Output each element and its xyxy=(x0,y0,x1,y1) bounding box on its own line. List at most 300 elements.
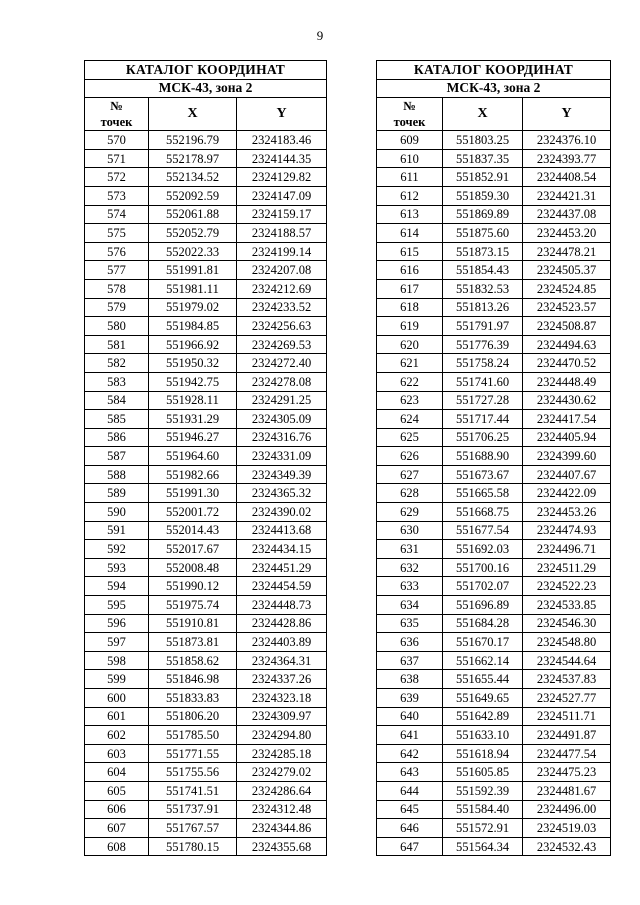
x-coordinate-cell: 551942.75 xyxy=(149,372,237,391)
point-number-symbol: № xyxy=(110,99,123,114)
x-coordinate-cell: 552061.88 xyxy=(149,205,237,224)
table-row xyxy=(377,186,611,205)
y-coordinate-cell: 2324523.57 xyxy=(523,298,611,317)
y-coordinate-cell: 2324451.29 xyxy=(237,558,327,577)
y-coordinate-cell: 2324505.37 xyxy=(523,261,611,280)
y-coordinate-cell: 2324544.64 xyxy=(523,651,611,670)
y-coordinate-cell: 2324434.15 xyxy=(237,540,327,559)
point-number-cell: 632 xyxy=(377,558,443,577)
y-coordinate-cell: 2324337.26 xyxy=(237,670,327,689)
y-coordinate-cell: 2324207.08 xyxy=(237,261,327,280)
column-header-x: X xyxy=(149,98,237,131)
x-coordinate-cell: 551964.60 xyxy=(149,447,237,466)
x-coordinate-cell: 551737.91 xyxy=(149,800,237,819)
table-row xyxy=(377,540,611,559)
point-number-cell: 580 xyxy=(85,317,149,336)
x-coordinate-cell: 551692.03 xyxy=(443,540,523,559)
y-coordinate-cell: 2324144.35 xyxy=(237,149,327,168)
table-row xyxy=(377,800,611,819)
x-coordinate-cell: 551846.98 xyxy=(149,670,237,689)
point-number-cell: 598 xyxy=(85,651,149,670)
point-number-cell: 579 xyxy=(85,298,149,317)
x-coordinate-cell: 551649.65 xyxy=(443,689,523,708)
x-coordinate-cell: 551785.50 xyxy=(149,726,237,745)
x-coordinate-cell: 551813.26 xyxy=(443,298,523,317)
x-coordinate-cell: 551688.90 xyxy=(443,447,523,466)
table-row xyxy=(85,261,327,280)
x-coordinate-cell: 551767.57 xyxy=(149,819,237,838)
y-coordinate-cell: 2324519.03 xyxy=(523,819,611,838)
table-row xyxy=(377,205,611,224)
table-row xyxy=(85,131,327,150)
point-number-cell: 586 xyxy=(85,428,149,447)
x-coordinate-cell: 551677.54 xyxy=(443,521,523,540)
x-coordinate-cell: 551806.20 xyxy=(149,707,237,726)
point-number-cell: 584 xyxy=(85,391,149,410)
x-coordinate-cell: 551696.89 xyxy=(443,596,523,615)
y-coordinate-cell: 2324491.87 xyxy=(523,726,611,745)
x-coordinate-cell: 551706.25 xyxy=(443,428,523,447)
point-number-cell: 605 xyxy=(85,781,149,800)
table-row xyxy=(377,614,611,633)
x-coordinate-cell: 551859.30 xyxy=(443,186,523,205)
y-coordinate-cell: 2324393.77 xyxy=(523,149,611,168)
point-number-cell: 589 xyxy=(85,484,149,503)
x-coordinate-cell: 551665.58 xyxy=(443,484,523,503)
point-number-symbol: № xyxy=(403,99,416,114)
table-row xyxy=(85,689,327,708)
x-coordinate-cell: 551928.11 xyxy=(149,391,237,410)
point-number-cell: 583 xyxy=(85,372,149,391)
x-coordinate-cell: 551991.81 xyxy=(149,261,237,280)
x-coordinate-cell: 551670.17 xyxy=(443,633,523,652)
y-coordinate-cell: 2324147.09 xyxy=(237,186,327,205)
point-number-cell: 574 xyxy=(85,205,149,224)
y-coordinate-cell: 2324508.87 xyxy=(523,317,611,336)
point-number-cell: 635 xyxy=(377,614,443,633)
column-header-x: X xyxy=(443,98,523,131)
x-coordinate-cell: 551910.81 xyxy=(149,614,237,633)
point-number-cell: 637 xyxy=(377,651,443,670)
y-coordinate-cell: 2324407.67 xyxy=(523,465,611,484)
point-number-cell: 639 xyxy=(377,689,443,708)
x-coordinate-cell: 551700.16 xyxy=(443,558,523,577)
y-coordinate-cell: 2324533.85 xyxy=(523,596,611,615)
x-coordinate-cell: 551791.97 xyxy=(443,317,523,336)
x-coordinate-cell: 551833.83 xyxy=(149,689,237,708)
point-number-cell: 590 xyxy=(85,503,149,522)
y-coordinate-cell: 2324511.29 xyxy=(523,558,611,577)
point-number-cell: 621 xyxy=(377,354,443,373)
x-coordinate-cell: 551702.07 xyxy=(443,577,523,596)
table-row xyxy=(85,428,327,447)
point-number-cell: 640 xyxy=(377,707,443,726)
point-number-cell: 630 xyxy=(377,521,443,540)
point-number-cell: 629 xyxy=(377,503,443,522)
table-row xyxy=(377,577,611,596)
table-row xyxy=(85,205,327,224)
x-coordinate-cell: 552134.52 xyxy=(149,168,237,187)
x-coordinate-cell: 551662.14 xyxy=(443,651,523,670)
table-row xyxy=(377,335,611,354)
x-coordinate-cell: 552196.79 xyxy=(149,131,237,150)
y-coordinate-cell: 2324421.31 xyxy=(523,186,611,205)
y-coordinate-cell: 2324323.18 xyxy=(237,689,327,708)
point-number-cell: 575 xyxy=(85,224,149,243)
table-row xyxy=(85,484,327,503)
y-coordinate-cell: 2324537.83 xyxy=(523,670,611,689)
table-row xyxy=(85,707,327,726)
point-number-cell: 622 xyxy=(377,372,443,391)
y-coordinate-cell: 2324522.23 xyxy=(523,577,611,596)
y-coordinate-cell: 2324331.09 xyxy=(237,447,327,466)
x-coordinate-cell: 552008.48 xyxy=(149,558,237,577)
y-coordinate-cell: 2324279.02 xyxy=(237,763,327,782)
table-row xyxy=(377,410,611,429)
point-number-cell: 602 xyxy=(85,726,149,745)
table-row xyxy=(377,670,611,689)
point-number-cell: 582 xyxy=(85,354,149,373)
x-coordinate-cell: 551605.85 xyxy=(443,763,523,782)
point-number-cell: 641 xyxy=(377,726,443,745)
x-coordinate-cell: 551950.32 xyxy=(149,354,237,373)
y-coordinate-cell: 2324405.94 xyxy=(523,428,611,447)
point-number-cell: 634 xyxy=(377,596,443,615)
table-row xyxy=(377,726,611,745)
x-coordinate-cell: 551673.67 xyxy=(443,465,523,484)
point-number-cell: 606 xyxy=(85,800,149,819)
table-row xyxy=(85,521,327,540)
x-coordinate-cell: 551618.94 xyxy=(443,744,523,763)
y-coordinate-cell: 2324413.68 xyxy=(237,521,327,540)
x-coordinate-cell: 552017.67 xyxy=(149,540,237,559)
point-number-cell: 599 xyxy=(85,670,149,689)
coordinate-catalog-table-right xyxy=(376,60,611,856)
table-row xyxy=(85,465,327,484)
table-row xyxy=(377,428,611,447)
x-coordinate-cell: 551776.39 xyxy=(443,335,523,354)
point-number-cell: 643 xyxy=(377,763,443,782)
x-coordinate-cell: 551684.28 xyxy=(443,614,523,633)
point-number-cell: 628 xyxy=(377,484,443,503)
point-number-cell: 572 xyxy=(85,168,149,187)
y-coordinate-cell: 2324399.60 xyxy=(523,447,611,466)
y-coordinate-cell: 2324376.10 xyxy=(523,131,611,150)
x-coordinate-cell: 551873.15 xyxy=(443,242,523,261)
table-row xyxy=(377,837,611,856)
y-coordinate-cell: 2324437.08 xyxy=(523,205,611,224)
y-coordinate-cell: 2324199.14 xyxy=(237,242,327,261)
y-coordinate-cell: 2324286.64 xyxy=(237,781,327,800)
x-coordinate-cell: 551755.56 xyxy=(149,763,237,782)
y-coordinate-cell: 2324417.54 xyxy=(523,410,611,429)
y-coordinate-cell: 2324453.26 xyxy=(523,503,611,522)
point-number-cell: 613 xyxy=(377,205,443,224)
point-number-cell: 614 xyxy=(377,224,443,243)
y-coordinate-cell: 2324349.39 xyxy=(237,465,327,484)
table-row xyxy=(85,224,327,243)
table-row xyxy=(85,614,327,633)
y-coordinate-cell: 2324212.69 xyxy=(237,279,327,298)
point-number-cell: 623 xyxy=(377,391,443,410)
table-row xyxy=(377,689,611,708)
y-coordinate-cell: 2324524.85 xyxy=(523,279,611,298)
point-number-cell: 578 xyxy=(85,279,149,298)
table-row xyxy=(85,670,327,689)
y-coordinate-cell: 2324448.73 xyxy=(237,596,327,615)
table-row xyxy=(85,317,327,336)
table-row xyxy=(377,503,611,522)
table-row xyxy=(377,744,611,763)
y-coordinate-cell: 2324269.53 xyxy=(237,335,327,354)
table-row xyxy=(85,819,327,838)
table-row xyxy=(85,354,327,373)
x-coordinate-cell: 551741.51 xyxy=(149,781,237,800)
y-coordinate-cell: 2324546.30 xyxy=(523,614,611,633)
table-row xyxy=(85,503,327,522)
point-number-cell: 596 xyxy=(85,614,149,633)
point-number-cell: 611 xyxy=(377,168,443,187)
point-number-cell: 608 xyxy=(85,837,149,856)
y-coordinate-cell: 2324278.08 xyxy=(237,372,327,391)
x-coordinate-cell: 551832.53 xyxy=(443,279,523,298)
table-row xyxy=(85,410,327,429)
table-row xyxy=(377,633,611,652)
y-coordinate-cell: 2324256.63 xyxy=(237,317,327,336)
table-row xyxy=(377,484,611,503)
x-coordinate-cell: 551803.25 xyxy=(443,131,523,150)
point-number-cell: 571 xyxy=(85,149,149,168)
y-coordinate-cell: 2324422.09 xyxy=(523,484,611,503)
table-row xyxy=(85,242,327,261)
table-row xyxy=(85,335,327,354)
table-row xyxy=(85,391,327,410)
table-row xyxy=(85,372,327,391)
table-row xyxy=(377,558,611,577)
x-coordinate-cell: 551991.30 xyxy=(149,484,237,503)
table-row xyxy=(377,224,611,243)
x-coordinate-cell: 552092.59 xyxy=(149,186,237,205)
y-coordinate-cell: 2324188.57 xyxy=(237,224,327,243)
point-number-cell: 627 xyxy=(377,465,443,484)
table-row xyxy=(377,521,611,540)
page-number: 9 xyxy=(316,28,324,43)
point-number-cell: 625 xyxy=(377,428,443,447)
y-coordinate-cell: 2324475.23 xyxy=(523,763,611,782)
y-coordinate-cell: 2324129.82 xyxy=(237,168,327,187)
table-row xyxy=(377,707,611,726)
x-coordinate-cell: 552001.72 xyxy=(149,503,237,522)
table-row xyxy=(85,651,327,670)
y-coordinate-cell: 2324344.86 xyxy=(237,819,327,838)
x-coordinate-cell: 551854.43 xyxy=(443,261,523,280)
point-number-cell: 601 xyxy=(85,707,149,726)
y-coordinate-cell: 2324454.59 xyxy=(237,577,327,596)
point-number-cell: 624 xyxy=(377,410,443,429)
table-row xyxy=(85,837,327,856)
y-coordinate-cell: 2324285.18 xyxy=(237,744,327,763)
table-row xyxy=(377,651,611,670)
y-coordinate-cell: 2324408.54 xyxy=(523,168,611,187)
y-coordinate-cell: 2324511.71 xyxy=(523,707,611,726)
point-number-cell: 573 xyxy=(85,186,149,205)
point-number-cell: 618 xyxy=(377,298,443,317)
table-row xyxy=(377,596,611,615)
x-coordinate-cell: 551873.81 xyxy=(149,633,237,652)
x-coordinate-cell: 551564.34 xyxy=(443,837,523,856)
y-coordinate-cell: 2324474.93 xyxy=(523,521,611,540)
x-coordinate-cell: 551975.74 xyxy=(149,596,237,615)
x-coordinate-cell: 551981.11 xyxy=(149,279,237,298)
table-row xyxy=(85,781,327,800)
x-coordinate-cell: 551982.66 xyxy=(149,465,237,484)
x-coordinate-cell: 551837.35 xyxy=(443,149,523,168)
y-coordinate-cell: 2324477.54 xyxy=(523,744,611,763)
x-coordinate-cell: 551966.92 xyxy=(149,335,237,354)
y-coordinate-cell: 2324496.71 xyxy=(523,540,611,559)
point-number-cell: 619 xyxy=(377,317,443,336)
table-row xyxy=(85,447,327,466)
y-coordinate-cell: 2324233.52 xyxy=(237,298,327,317)
x-coordinate-cell: 551771.55 xyxy=(149,744,237,763)
y-coordinate-cell: 2324496.00 xyxy=(523,800,611,819)
point-number-cell: 570 xyxy=(85,131,149,150)
point-number-cell: 615 xyxy=(377,242,443,261)
table-row xyxy=(85,279,327,298)
y-coordinate-cell: 2324481.67 xyxy=(523,781,611,800)
y-coordinate-cell: 2324390.02 xyxy=(237,503,327,522)
column-header-point-number xyxy=(85,98,149,131)
table-row xyxy=(85,726,327,745)
table-row xyxy=(85,577,327,596)
point-number-cell: 604 xyxy=(85,763,149,782)
point-number-cell: 609 xyxy=(377,131,443,150)
table-row xyxy=(377,781,611,800)
table-row xyxy=(85,633,327,652)
x-coordinate-cell: 551979.02 xyxy=(149,298,237,317)
table-row xyxy=(377,279,611,298)
x-coordinate-cell: 552052.79 xyxy=(149,224,237,243)
x-coordinate-cell: 551869.89 xyxy=(443,205,523,224)
table-row xyxy=(377,317,611,336)
table-row xyxy=(85,596,327,615)
x-coordinate-cell: 551592.39 xyxy=(443,781,523,800)
y-coordinate-cell: 2324453.20 xyxy=(523,224,611,243)
y-coordinate-cell: 2324316.76 xyxy=(237,428,327,447)
point-number-cell: 644 xyxy=(377,781,443,800)
column-header-y: Y xyxy=(523,98,611,131)
y-coordinate-cell: 2324527.77 xyxy=(523,689,611,708)
point-number-cell: 612 xyxy=(377,186,443,205)
y-coordinate-cell: 2324183.46 xyxy=(237,131,327,150)
point-number-cell: 645 xyxy=(377,800,443,819)
point-number-cell: 616 xyxy=(377,261,443,280)
y-coordinate-cell: 2324365.32 xyxy=(237,484,327,503)
x-coordinate-cell: 551990.12 xyxy=(149,577,237,596)
x-coordinate-cell: 552014.43 xyxy=(149,521,237,540)
point-number-cell: 587 xyxy=(85,447,149,466)
point-number-cell: 631 xyxy=(377,540,443,559)
y-coordinate-cell: 2324294.80 xyxy=(237,726,327,745)
point-number-cell: 600 xyxy=(85,689,149,708)
x-coordinate-cell: 551758.24 xyxy=(443,354,523,373)
coordinate-catalog-table-left xyxy=(84,60,327,856)
point-number-word: точек xyxy=(100,115,133,130)
x-coordinate-cell: 551984.85 xyxy=(149,317,237,336)
point-number-cell: 592 xyxy=(85,540,149,559)
x-coordinate-cell: 551946.27 xyxy=(149,428,237,447)
table-row xyxy=(85,540,327,559)
catalog-title: КАТАЛОГ КООРДИНАТ xyxy=(377,61,611,80)
point-number-cell: 607 xyxy=(85,819,149,838)
point-number-cell: 585 xyxy=(85,410,149,429)
table-row xyxy=(85,298,327,317)
column-header-point-number xyxy=(377,98,443,131)
point-number-cell: 588 xyxy=(85,465,149,484)
x-coordinate-cell: 551741.60 xyxy=(443,372,523,391)
table-row xyxy=(377,372,611,391)
x-coordinate-cell: 551852.91 xyxy=(443,168,523,187)
table-row xyxy=(85,558,327,577)
table-row xyxy=(85,800,327,819)
y-coordinate-cell: 2324364.31 xyxy=(237,651,327,670)
y-coordinate-cell: 2324428.86 xyxy=(237,614,327,633)
table-row xyxy=(377,261,611,280)
point-number-cell: 642 xyxy=(377,744,443,763)
point-number-cell: 594 xyxy=(85,577,149,596)
table-row xyxy=(85,763,327,782)
table-row xyxy=(85,149,327,168)
x-coordinate-cell: 552178.97 xyxy=(149,149,237,168)
x-coordinate-cell: 551780.15 xyxy=(149,837,237,856)
table-row xyxy=(377,131,611,150)
point-number-cell: 576 xyxy=(85,242,149,261)
catalog-title: КАТАЛОГ КООРДИНАТ xyxy=(85,61,327,80)
x-coordinate-cell: 551931.29 xyxy=(149,410,237,429)
point-number-cell: 636 xyxy=(377,633,443,652)
y-coordinate-cell: 2324272.40 xyxy=(237,354,327,373)
y-coordinate-cell: 2324532.43 xyxy=(523,837,611,856)
table-row xyxy=(377,168,611,187)
table-row xyxy=(377,465,611,484)
x-coordinate-cell: 551717.44 xyxy=(443,410,523,429)
y-coordinate-cell: 2324494.63 xyxy=(523,335,611,354)
y-coordinate-cell: 2324159.17 xyxy=(237,205,327,224)
catalog-subtitle: МСК-43, зона 2 xyxy=(377,79,611,98)
y-coordinate-cell: 2324470.52 xyxy=(523,354,611,373)
point-number-cell: 581 xyxy=(85,335,149,354)
point-number-cell: 603 xyxy=(85,744,149,763)
x-coordinate-cell: 551642.89 xyxy=(443,707,523,726)
table-row xyxy=(85,168,327,187)
catalog-subtitle: МСК-43, зона 2 xyxy=(85,79,327,98)
y-coordinate-cell: 2324309.97 xyxy=(237,707,327,726)
y-coordinate-cell: 2324430.62 xyxy=(523,391,611,410)
table-row xyxy=(377,149,611,168)
point-number-word: точек xyxy=(393,115,426,130)
point-number-cell: 597 xyxy=(85,633,149,652)
table-row xyxy=(377,819,611,838)
point-number-cell: 638 xyxy=(377,670,443,689)
x-coordinate-cell: 552022.33 xyxy=(149,242,237,261)
y-coordinate-cell: 2324548.80 xyxy=(523,633,611,652)
y-coordinate-cell: 2324355.68 xyxy=(237,837,327,856)
point-number-cell: 595 xyxy=(85,596,149,615)
point-number-cell: 591 xyxy=(85,521,149,540)
x-coordinate-cell: 551875.60 xyxy=(443,224,523,243)
table-row xyxy=(85,744,327,763)
y-coordinate-cell: 2324312.48 xyxy=(237,800,327,819)
